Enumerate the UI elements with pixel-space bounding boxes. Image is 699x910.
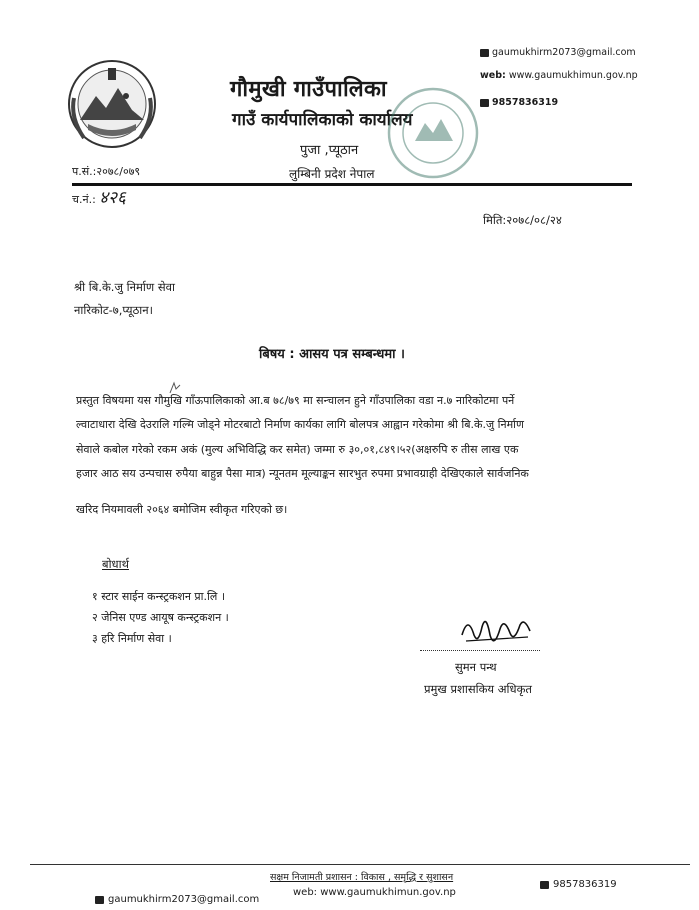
chalani-number [72, 185, 126, 208]
body-line: ल्वाटाधारा देखि देउरालि गल्मि जोड्ने मोटरबाटो निर्माण कार्यका लागि बोलपत्र आह्वान गरेकोमा श्री बि.के.जु निर्माण [76, 418, 524, 431]
letter-date: मिति:२०७८/०८/२४ [483, 213, 562, 227]
cc-item: १ स्टार साईन कन्स्ट्रकशन प्रा.लि । [92, 590, 226, 603]
header-web [480, 70, 638, 81]
header-email-text: gaumukhirm2073@gmail.com [492, 47, 636, 58]
header-divider [72, 183, 632, 186]
body-line: खरिद नियमावली २०६४ बमोजिम स्वीकृत गरिएको छ। [76, 503, 288, 516]
recipient-name: श्री बि.के.जु निर्माण सेवा [74, 280, 175, 294]
chalani-value: ४२६ [99, 188, 126, 208]
footer-email [95, 894, 259, 905]
office-name: गाउँ कार्यपालिकाको कार्यालय [232, 110, 413, 130]
footer-divider [30, 864, 690, 865]
nepal-emblem-logo [66, 58, 158, 150]
signature-line [420, 650, 540, 651]
chalani-label: च.नं.: [72, 193, 96, 206]
recipient-address: नारिकोट-७,प्यूठान। [74, 303, 153, 317]
email-icon [95, 896, 104, 904]
cc-heading: बोधार्थ [102, 557, 129, 571]
footer-phone [540, 879, 617, 890]
signer-title: प्रमुख प्रशासकिय अधिकृत [424, 682, 532, 696]
office-location: पुजा ,प्यूठान [300, 143, 359, 158]
phone-icon [540, 881, 549, 889]
cc-item: २ जेनिस एण्ड आयूष कन्स्ट्रकशन । [92, 611, 229, 624]
footer-phone-text: 9857836319 [553, 879, 617, 890]
body-line: प्रस्तुत विषयमा यस गौमुखि गाँऊपालिकाको आ.ब ७८/७९ मा सन्चालन हुने गाँउपालिका वडा न.७ नारिकोटमा पर्ने [76, 394, 515, 407]
patra-sankhya: प.सं.:२०७८/०७९ [72, 165, 141, 178]
cc-item: ३ हरि निर्माण सेवा । [92, 632, 172, 645]
web-label: web: [480, 70, 506, 81]
phone-icon [480, 99, 489, 107]
header-email [480, 47, 636, 58]
header-phone [480, 97, 558, 108]
province-name: लुम्बिनी प्रदेश नेपाल [289, 167, 375, 181]
office-stamp [385, 85, 481, 181]
handwritten-signature [458, 605, 538, 653]
email-icon [480, 49, 489, 57]
footer-web: web: www.gaumukhimun.gov.np [293, 887, 456, 898]
body-line: सेवाले कबोल गरेको रकम अकं (मुल्य अभिविद्धि कर समेत) जम्मा रु ३०,०१,८४९।५२(अक्षरुपि रु तीस लाख एक [76, 443, 519, 456]
signer-name: सुमन पन्थ [455, 660, 497, 674]
header-phone-text: 9857836319 [492, 97, 559, 108]
footer-motto: सक्षम निजामती प्रशासन : विकास , समृद्धि र सुशासन [270, 872, 454, 883]
footer-email-text: gaumukhirm2073@gmail.com [108, 894, 260, 905]
header-web-text: www.gaumukhimun.gov.np [508, 70, 638, 81]
letter-subject: बिषय : आसय पत्र सम्बन्धमा । [259, 347, 405, 362]
body-line: हजार आठ सय उन्पचास रुपैया बाहुन्न पैसा मात्र) न्यूनतम मूल्याङ्कन सारभुत रुपमा प्रभावग्राही देखिएकाले सार्वजनिक [76, 467, 529, 480]
organization-name: गौमुखी गाउँपालिका [230, 77, 387, 102]
